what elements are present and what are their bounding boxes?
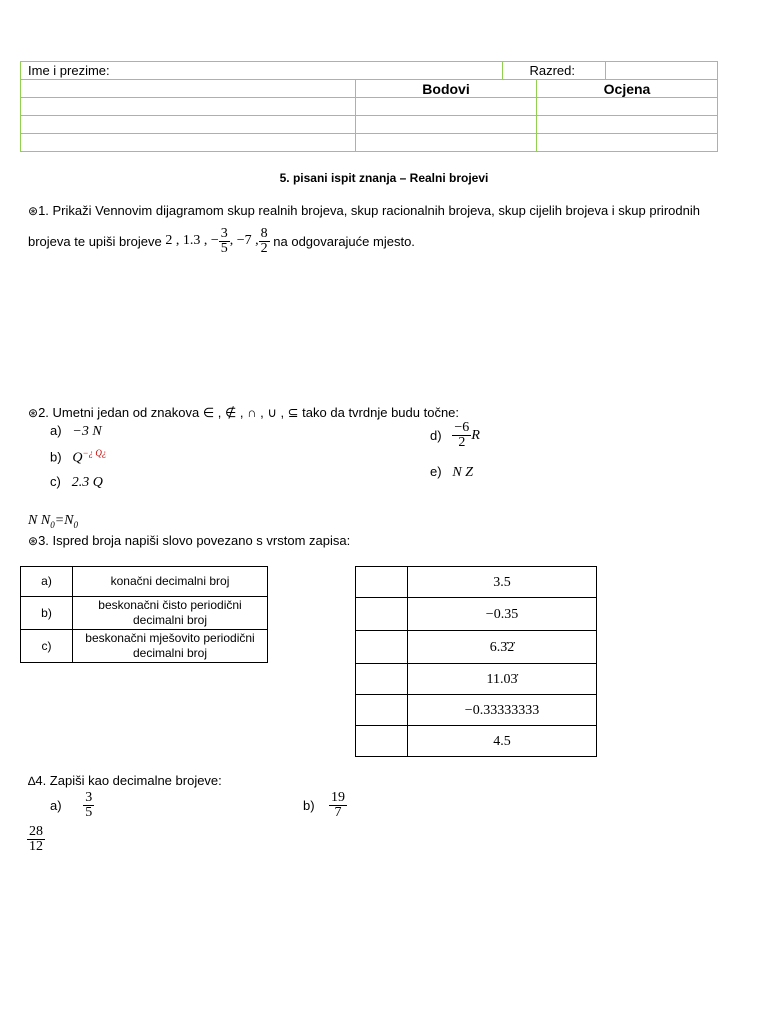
task2-item-a: a) −3 N [50,423,102,439]
type-desc: beskonačni mješovito periodični decimalni broj [73,630,268,663]
bullet-icon: ⊛ [28,406,39,420]
triangle-icon: ∆ [28,774,36,788]
task1-line2 [28,223,415,259]
number-cell: 3.5 [408,567,597,598]
grade-cell[interactable] [537,116,718,134]
points-cell[interactable] [356,98,537,116]
task2-item-b: b) $Q^{-¿ Q¿}$ [50,448,107,466]
answer-cell[interactable] [356,631,408,664]
fraction: $\frac{3}{5}$ [220,225,228,256]
type-desc: konačni decimalni broj [73,567,268,597]
task1-text-after: na odgovarajuće mjesto. [273,233,415,249]
header-table [20,61,718,152]
fraction: $\frac{3}{5}$ [85,790,93,820]
grade-header: Ocjena [537,80,718,98]
task2-heading [28,405,459,421]
class-label: Razred: [503,62,606,80]
bullet-icon: ⊛ [28,204,39,218]
b-superscript: −¿ Q¿ [82,448,107,458]
blank-cell [21,116,356,134]
type-label: c) [21,630,73,663]
grade-cell[interactable] [537,134,718,152]
fraction: $\frac{8}{2}$ [260,225,268,256]
task2-item-e: e) N Z [430,464,474,480]
answer-cell[interactable] [356,695,408,726]
exam-title: 5. pisani ispit znanja – Realni brojevi [279,171,489,185]
fraction: $\frac{19}{7}$ [331,790,346,820]
number-cell: 11.03̇ [408,664,597,695]
type-label: b) [21,597,73,630]
task1-numbers-b: , −7 , [229,233,259,248]
blank-cell [21,134,356,152]
task4-item-b: b) $\frac{19}{7}$ [303,790,346,820]
fraction: $\frac{28}{12}$ [29,824,43,854]
points-cell[interactable] [356,134,537,152]
task4-text: 4. Zapiši kao decimalne brojeve: [35,773,222,788]
bullet-icon: ⊛ [28,534,39,548]
points-cell[interactable] [356,116,537,134]
blank-cell [21,98,356,116]
answer-cell[interactable] [356,664,408,695]
task2-item-c: c) 2.3 Q [50,474,103,490]
task3-heading [28,533,350,548]
answer-cell[interactable] [356,726,408,757]
grade-cell[interactable] [537,98,718,116]
type-label: a) [21,567,73,597]
task2-item-d: d) $\frac{-6}{2}$ R [430,420,480,450]
task4-heading [28,773,222,788]
class-field[interactable] [606,62,718,80]
task1-line1 [28,203,748,218]
type-desc: beskonačni čisto periodični decimalni broj [73,597,268,630]
task1-numbers-a: 2 , 1.3 , − [165,233,219,248]
fraction: $\frac{-6}{2}$ [454,420,470,450]
number-cell: −0.33333333 [408,695,597,726]
points-header: Bodovi [356,80,537,98]
number-cell: 6.3̇2̇ [408,631,597,664]
blank-cell [21,80,356,98]
number-cell: 4.5 [408,726,597,757]
task2-text: 2. Umetni jedan od znakova ∈ , ∉ , ∩ , ∪ , ⊆ tako da tvrdnje budu točne: [38,405,460,420]
task4-item-c [27,825,45,854]
task1-text-before: brojeva te upiši brojeve [28,233,162,249]
number-cell: −0.35 [408,598,597,631]
task4-item-a: a) $\frac{3}{5}$ [50,790,93,820]
types-table [20,566,268,663]
task1-text: 1. Prikaži Vennovim dijagramom skup realnih brojeva, skup racionalnih brojeva, skup cijelih brojeva i skup prirodnih [38,203,700,218]
name-label: Ime i prezime: [21,62,503,80]
task2-item-f: N $N_0=N_0$ [28,513,78,530]
task3-text: 3. Ispred broja napiši slovo povezano s vrstom zapisa: [38,533,351,548]
numbers-table [355,566,597,757]
answer-cell[interactable] [356,598,408,631]
answer-cell[interactable] [356,567,408,598]
